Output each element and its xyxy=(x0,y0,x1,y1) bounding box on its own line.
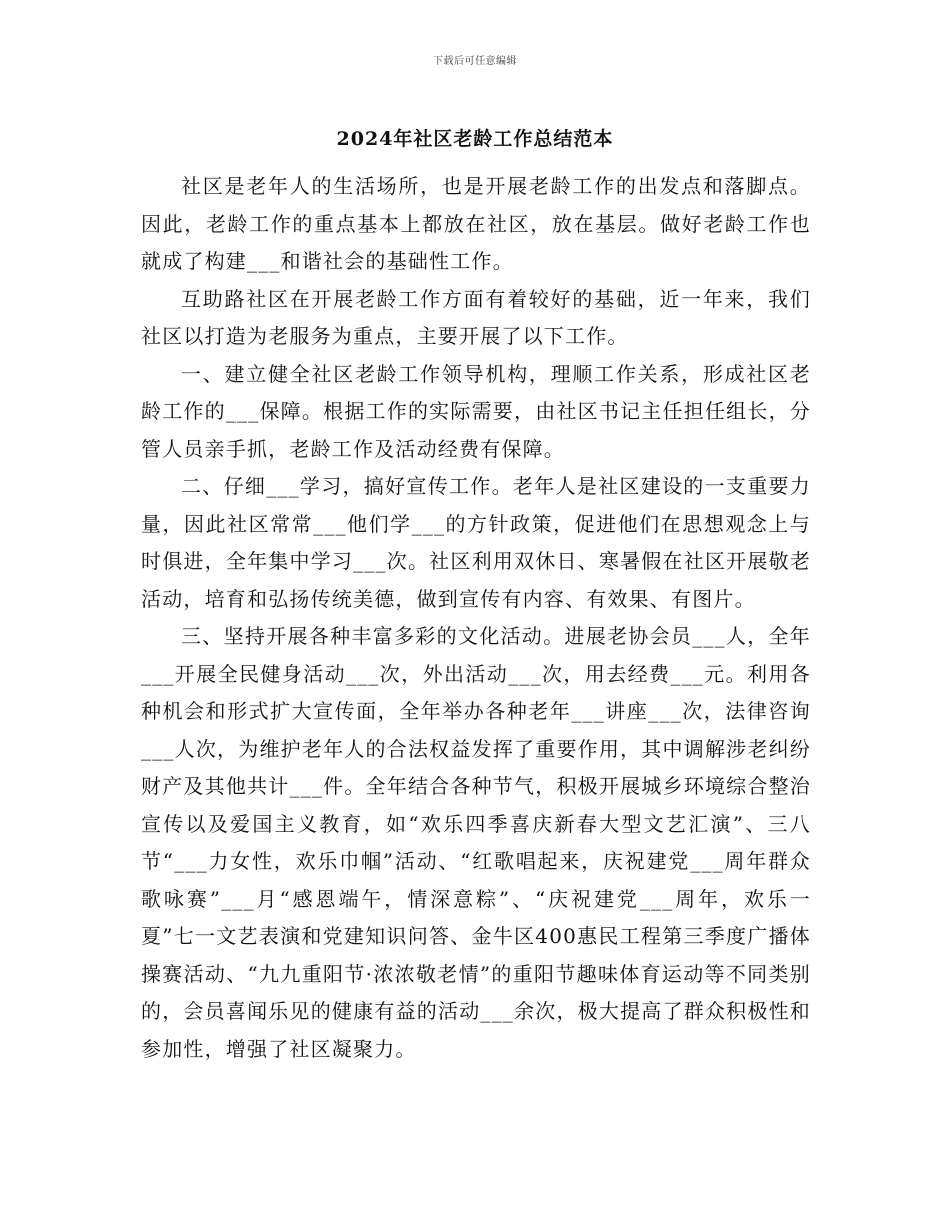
paragraph-overview: 互助路社区在开展老龄工作方面有着较好的基础，近一年来，我们社区以打造为老服务为重点，主要开展了以下工作。 xyxy=(141,286,811,348)
document-title: 2024年社区老龄工作总结范本 xyxy=(336,128,614,150)
document-body xyxy=(141,168,811,1068)
paragraph-section-1: 一、建立健全社区老龄工作领导机构，理顺工作关系，形成社区老龄工作的___保障。根据工作的实际需要，由社区书记主任担任组长，分管人员亲手抓，老龄工作及活动经费有保障。 xyxy=(141,361,811,461)
paragraph-section-3: 三、坚持开展各种丰富多彩的文化活动。进展老协会员___人，全年___开展全民健身活动___次，外出活动___次，用去经费___元。利用各种机会和形式扩大宣传面，全年举办各种老年___讲座___次，法律咨询___人次，为维护老年人的合法权益发挥了重要作用，其中调解涉老纠纷财产及其他共计___件。全年结合各种节气，积极开展城乡环境综合整治宣传以及爱国主义教育，如“欢乐四季喜庆新春大型文艺汇演”、三八节“___力女性，欢乐巾帼”活动、“红歌唱起来，庆祝建党___周年群众歌咏赛”___月“感恩端午，情深意粽”、“庆祝建党___周年，欢乐一夏”七一文艺表演和党建知识问答、金牛区400惠民工程第三季度广播体操赛活动、“九九重阳节·浓浓敬老情”的重阳节趣味体育运动等不同类别的，会员喜闻乐见的健康有益的活动___余次，极大提高了群众积极性和参加性，增强了社区凝聚力。 xyxy=(141,624,811,1061)
paragraph-intro: 社区是老年人的生活场所，也是开展老龄工作的出发点和落脚点。因此，老龄工作的重点基本上都放在社区，放在基层。做好老龄工作也就成了构建___和谐社会的基础性工作。 xyxy=(141,174,811,273)
paragraph-section-2: 二、仔细___学习，搞好宣传工作。老年人是社区建设的一支重要力量，因此社区常常___他们学___的方针政策，促进他们在思想观念上与时俱进，全年集中学习___次。社区利用双休日、寒暑假在社区开展敬老活动，培育和弘扬传统美德，做到宣传有内容、有效果、有图片。 xyxy=(141,474,811,611)
header-note: 下载后可任意编辑 xyxy=(433,56,517,67)
